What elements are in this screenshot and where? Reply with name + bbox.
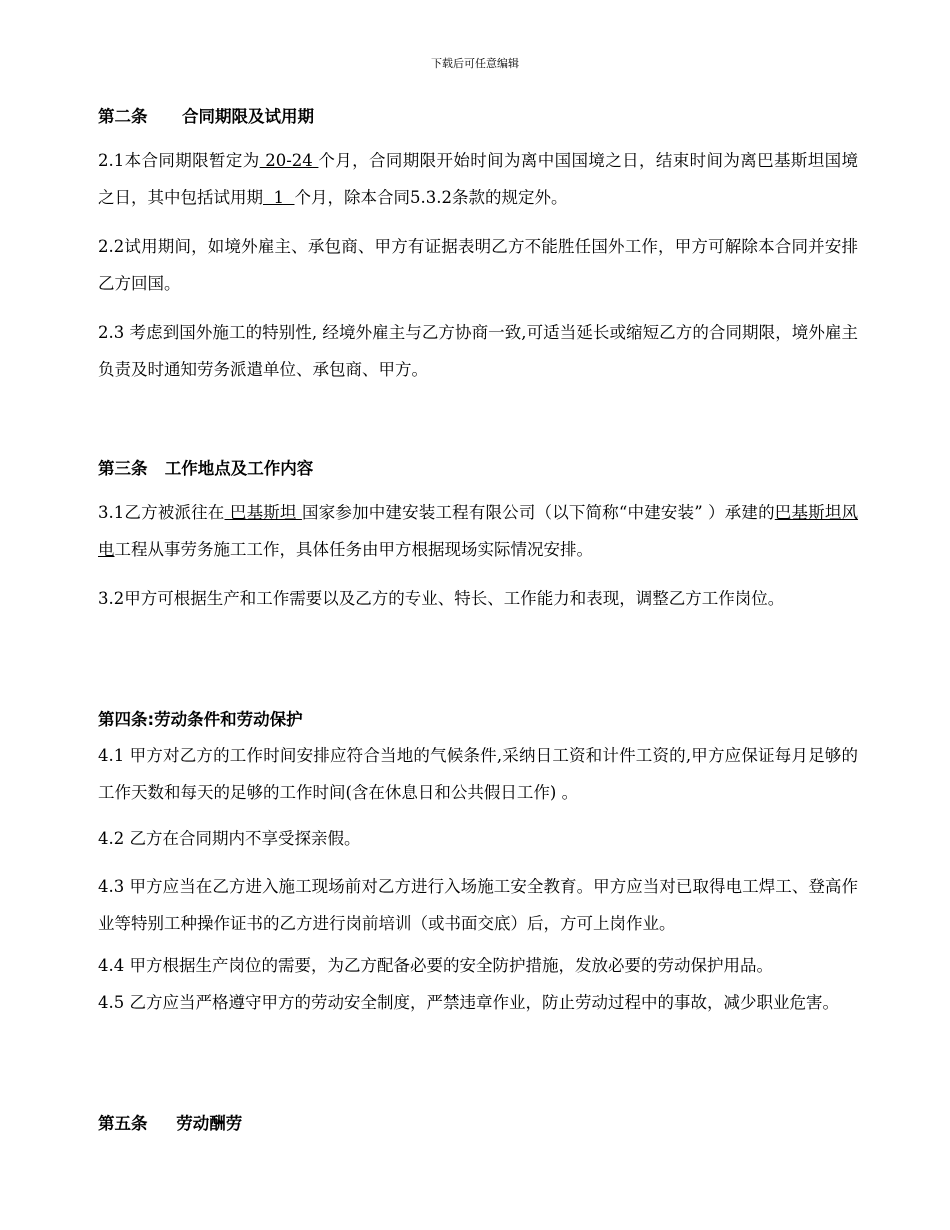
text-segment: 工程从事劳务施工工作，具体任务由甲方根据现场实际情况安排。: [114, 540, 593, 559]
article-5-heading: 第五条 劳动酬劳: [98, 1114, 243, 1133]
article-4-heading: 第四条:劳动条件和劳动保护: [98, 710, 303, 729]
article-4-1-paragraph: 4.1 甲方对乙方的工作时间安排应符合当地的气候条件,采纳日工资和计件工资的,甲方应保证每月足够的工作天数和每天的足够的工作时间(含在休息日和公共假日工作) 。: [98, 746, 858, 802]
article-2-3-paragraph: 2.3 考虑到国外施工的特别性, 经境外雇主与乙方协商一致,可适当延长或缩短乙方的合同期限，境外雇主负责及时通知劳务派遣单位、承包商、甲方。: [98, 323, 858, 379]
text-segment: 个月，合同期限开始时间为离中国国境之日，结束时间为离巴基斯坦国境之日，其中包括试用期: [98, 151, 859, 207]
page-header: 下载后可任意编辑: [431, 57, 519, 70]
article-4-4-paragraph: 4.4 甲方根据生产岗位的需要，为乙方配备必要的安全防护措施，发放必要的劳动保护用品。: [98, 956, 773, 975]
article-3-heading: 第三条 工作地点及工作内容: [98, 459, 314, 478]
article-2-2-paragraph: 2.2试用期间，如境外雇主、承包商、甲方有证据表明乙方不能胜任国外工作，甲方可解除本合同并安排乙方回国。: [98, 237, 858, 293]
country-value: 巴基斯坦: [224, 503, 303, 522]
article-2-1-paragraph: [98, 142, 858, 216]
article-4-2-paragraph: 4.2 乙方在合同期内不享受探亲假。: [98, 829, 361, 848]
article-3-1-paragraph: [98, 494, 858, 568]
article-4-5-paragraph: 4.5 乙方应当严格遵守甲方的劳动安全制度，严禁违章作业，防止劳动过程中的事故，减少职业危害。: [98, 993, 839, 1012]
article-3-2-paragraph: 3.2甲方可根据生产和工作需要以及乙方的专业、特长、工作能力和表现，调整乙方工作岗位。: [98, 589, 785, 608]
article-2-heading: 第二条 合同期限及试用期: [98, 107, 314, 126]
text-segment: 国家参加中建安装工程有限公司（以下简称“中建安装” ）承建的: [302, 503, 775, 522]
text-segment: 3.1乙方被派往在: [98, 503, 225, 522]
article-4-3-paragraph: 4.3 甲方应当在乙方进入施工现场前对乙方进行入场施工安全教育。甲方应当对已取得电工焊工、登高作业等特别工种操作证书的乙方进行岗前培训（或书面交底）后，方可上岗作业。: [98, 877, 858, 933]
probation-value: 1: [263, 188, 295, 207]
contract-term-value: 20-24: [259, 151, 319, 170]
text-segment: 个月，除本合同5.3.2条款的规定外。: [294, 188, 568, 207]
text-segment: 2.1本合同期限暂定为: [98, 151, 260, 170]
project-value: 巴基斯坦风电: [98, 503, 859, 559]
